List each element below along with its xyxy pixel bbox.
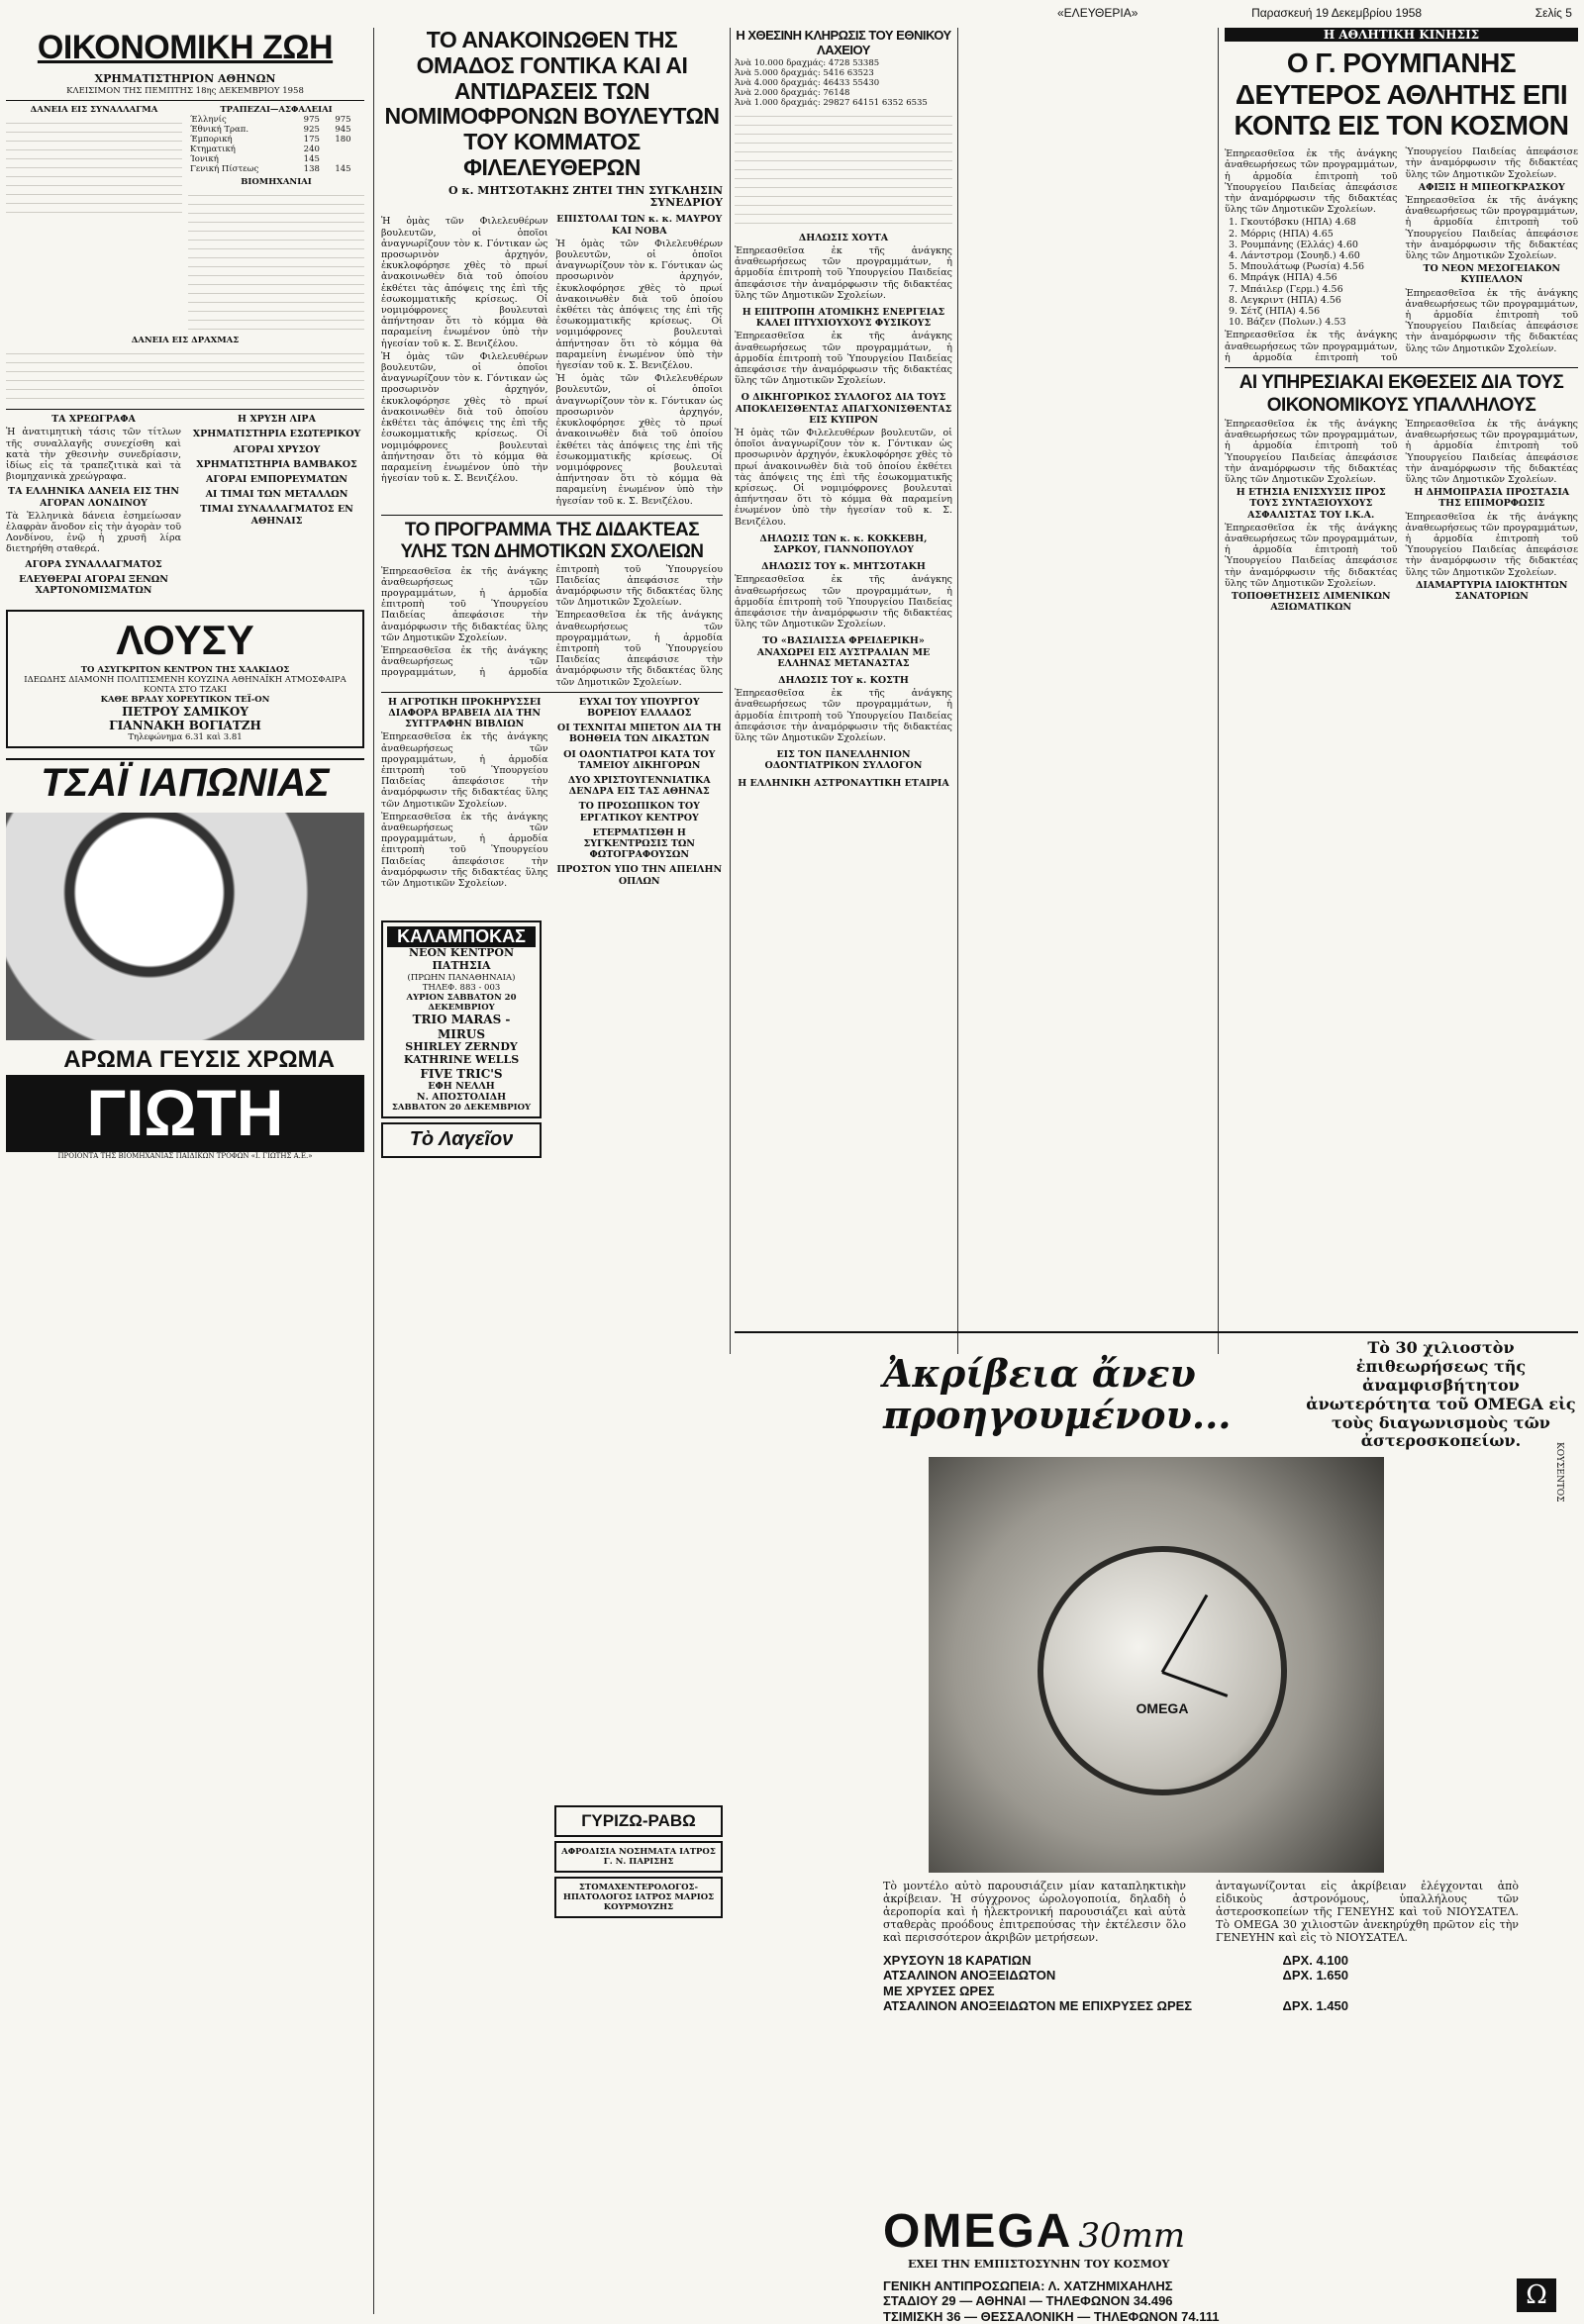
stock-row <box>188 115 364 125</box>
article-body: Ἡ ὁμὰς τῶν Φιλελευθέρων βουλευτῶν, οἱ ὁποῖοι ἀναγνωρίζουν τὸν κ. Γόντικαν ὡς προσωρινὸν ἀρχηγόν, ἐκυκλοφόρησε χθὲς τὸ πρωί ἀνακοινωθὲν διὰ τοῦ ὁποίου ἐκθέτει τὰς ἀπόψεις της ἐπὶ τῆς ἐσωκομματικῆς κρίσεως. Οἱ νομιμόφρονες βουλευταὶ ἀπήντησαν ὅτι τὸ κόμμα θὰ παραμείνη ἑνωμένον ὑπὸ τὴν ἡγεσίαν τοῦ κ. Σ. Βενιζέλου. <box>555 238 723 372</box>
products-heading: ΑΓΟΡΑΙ ΕΜΠΟΡΕΥΜΑΤΩΝ <box>206 474 347 486</box>
stock-cell: 180 <box>335 135 351 145</box>
news-body: Ἐπηρεασθεῖσα ἐκ τῆς ἀνάγκης ἀναθεωρήσεως τῶν προγραμμάτων, ἡ ἁρμοδία ἐπιτροπὴ τοῦ Ὑπουργείου Παιδείας ἀπεφάσισε τὴν ἀναμόρφωσιν τῆς διδακτέας ὕλης τῶν Δημοτικῶν Σχολείων. <box>735 574 952 630</box>
ranking-item: 10. Βάζεν (Πολων.) 4.53 <box>1229 317 1346 329</box>
news-body: Ἐπηρεασθεῖσα ἐκ τῆς ἀνάγκης ἀναθεωρήσεως τῶν προγραμμάτων, ἡ ἁρμοδία ἐπιτροπὴ τοῦ Ὑπουργείου Παιδείας ἀπεφάσισε τὴν ἀναμόρφωσιν τῆς διδακτέας ὕλης τῶν Δημοτικῶν Σχολείων. <box>735 688 952 744</box>
sports-body: Ἐπηρεασθεῖσα ἐκ τῆς ἀνάγκης ἀναθεωρήσεως τῶν προγραμμάτων, ἡ ἁρμοδία ἐπιτροπὴ τοῦ Ὑπουργείου Παιδείας ἀπεφάσισε τὴν ἀναμόρφωσιν τῆς διδακτέας ὕλης τῶν Δημοτικῶν Σχολείων. <box>1405 287 1578 354</box>
dentists-heading: ΕΙΣ ΤΟΝ ΠΑΝΕΛΛΗΝΙΟΝ ΟΔΟΝΤΙΑΤΡΙΚΟΝ ΣΥΛΛΟΓΟΝ <box>764 749 923 772</box>
stock-cell: 975 <box>335 115 351 126</box>
price-list <box>735 1947 1348 2013</box>
free-markets-heading: ΕΛΕΥΘΕΡΑΙ ΑΓΟΡΑΙ ΞΕΝΩΝ ΧΑΡΤΟΝΟΜΙΣΜΑΤΩΝ <box>19 573 168 597</box>
debts-heading: ΤΑ ΧΡΕΩΓΡΑΦΑ <box>51 414 136 426</box>
aboard-heading: ΑΦΙΞΙΣ Η ΜΠΕΟΓΚΡΑΣΚΟΥ <box>1418 181 1565 193</box>
stock-cell: 240 <box>303 145 320 155</box>
section-title: ΟΙΚΟΝΟΜΙΚΗ ΖΩΗ <box>37 29 334 66</box>
politics-column <box>381 28 723 2314</box>
geisha-illustration <box>6 813 364 1040</box>
omega-tagline: Ἀκρίβεια ἄνευ προηγουμένου... <box>883 1351 1232 1437</box>
kal-line: ΕΦΗ ΝΕΛΛΗ <box>428 1080 495 1092</box>
metals-heading: ΑΙ ΤΙΜΑΙ ΤΩΝ ΜΕΤΑΛΛΩΝ <box>205 489 348 501</box>
omega-address: ΣΤΑΔΙΟΥ 29 — ΑΘΗΝΑΙ — ΤΗΛΕΦΩΝΟΝ 34.496 <box>883 2293 1173 2309</box>
civil-body: Ἐπηρεασθεῖσα ἐκ τῆς ἀνάγκης ἀναθεωρήσεως τῶν προγραμμάτων, ἡ ἁρμοδία ἐπιτροπὴ τοῦ Ὑπουργείου Παιδείας ἀπεφάσισε τὴν ἀναμόρφωσιν τῆς διδακτέας ὕλης τῶν Δημοτικῶν Σχολείων. <box>1405 418 1578 485</box>
sanat-heading: ΔΙΑΜΑΡΤΥΡΙΑ ΙΔΙΟΚΤΗΤΩΝ ΣΑΝΑΤΟΡΙΩΝ <box>1416 579 1568 602</box>
drachma-table <box>6 345 364 405</box>
lottery-row: Ἀνὰ 2.000 δραχμάς: 76148 <box>735 87 850 98</box>
article-body: Ἡ ὁμὰς τῶν Φιλελευθέρων βουλευτῶν, οἱ ὁποῖοι ἀναγνωρίζουν τὸν κ. Γόντικαν ὡς προσωρινὸν ἀρχηγόν, ἐκυκλοφόρησε χθὲς τὸ πρωί ἀνακοινωθὲν διὰ τοῦ ὁποίου ἐκθέτει τὰς ἀπόψεις της ἐπὶ τῆς ἐσωκομματικῆς κρίσεως. Οἱ νομιμόφρονες βουλευταὶ ἀπήντησαν ὅτι τὸ κόμμα θὰ παραμείνη ἑνωμένον ὑπὸ τὴν ἡγεσίαν τοῦ κ. Σ. Βενιζέλου. <box>555 373 723 507</box>
program-body: Ἐπηρεασθεῖσα ἐκ τῆς ἀνάγκης ἀναθεωρήσεως τῶν προγραμμάτων, ἡ ἁρμοδία ἐπιτροπὴ τοῦ Ὑπουργείου Παιδείας ἀπεφάσισε τὴν ἀναμόρφωσιν τῆς διδακτέας ὕλης τῶν Δημοτικῶν Σχολείων. <box>381 563 723 679</box>
ranking-item: 4. Λάντστρομ (Σουηδ.) 4.60 <box>1229 250 1360 262</box>
interior-heading: ΧΡΗΜΑΤΙΣΤΗΡΙΑ ΕΣΩΤΕΡΙΚΟΥ <box>192 429 361 440</box>
atomic-heading: Η ΕΠΙΤΡΟΠΗ ΑΤΟΜΙΚΗΣ ΕΝΕΡΓΕΙΑΣ ΚΑΛΕΙ ΠΤΥΧΙΟΥΧΟΥΣ ΦΥΣΙΚΟΥΣ <box>742 306 945 330</box>
tinos-heading: ΤΟΠΟΘΕΤΗΣΕΙΣ ΛΙΜΕΝΙΚΩΝ ΑΞΙΩΜΑΤΙΚΩΝ <box>1231 590 1391 614</box>
lottery-numbers <box>735 108 952 227</box>
fx-market-heading: ΑΓΟΡΑ ΣΥΝΑΛΛΑΓΜΑΤΟΣ <box>25 558 162 570</box>
omega-contact <box>883 2278 1437 2324</box>
industries-table <box>188 187 364 336</box>
price-label: ΧΡΥΣΟΥΝ 18 ΚΑΡΑΤΙΩΝ <box>883 1953 1032 1969</box>
hour-hand <box>1161 1671 1228 1697</box>
omega-body-left: Τὸ μοντέλο αὐτὸ παρουσιάζειν μίαν καταπληκτικὴν ἀκρίβειαν. Ἡ σύγχρονος ὡρολογοποιία, δηλαδὴ ὁ ἀεροπορία καὶ ἡ ἠλεκτρονική παρουσιάζει καὶ αὐτὰ σταθερὰς προόδους ἐπιτρεπούσας τὴν ἐκτέλεσιν ὅλο καὶ περισσότερον ἀκριβῶν μετρήσεων. <box>883 1880 1186 1945</box>
greek-loans-heading: ΤΑ ΕΛΛΗΝΙΚΑ ΔΑΝΕΙΑ ΕΙΣ ΤΗΝ ΑΓΟΡΑΝ ΛΟΝΔΙΝΟΥ <box>8 486 179 509</box>
lottery-row: Ἀνὰ 5.000 δραχμάς: 5416 63523 <box>735 67 874 78</box>
price-row <box>883 1998 1348 2013</box>
lousy-line: ΚΑΘΕ ΒΡΑΔΥ ΧΟΡΕΥΤΙΚΟΝ ΤΕΪ-ΟΝ <box>100 694 270 705</box>
letters-heading: ΕΠΙΣΤΟΛΑΙ ΤΩΝ κ. κ. ΜΑΥΡΟΥ ΚΑΙ ΝΟΒΑ <box>556 214 723 237</box>
drachma-loans: ΔΑΝΕΙΑ ΕΙΣ ΔΡΑΧΜΑΣ <box>131 336 240 346</box>
page-date: Παρασκευή 19 Δεκεμβρίου 1958 <box>1251 6 1423 20</box>
omega-logo: OMEGA <box>883 2205 1073 2258</box>
stock-cell: 145 <box>335 164 351 175</box>
main-headline: ΤΟ ΑΝΑΚΟΙΝΩΘΕΝ ΤΗΣ ΟΜΑΔΟΣ ΓΟΝΤΙΚΑ ΚΑΙ ΑΙ ΑΝΤΙΔΡΑΣΕΙΣ ΤΩΝ ΝΟΜΙΜΟΦΡΟΝΩΝ ΒΟΥΛΕΥΤΩΝ ΤΟΥ ΚΟΜΜΑΤΟΣ ΦΙΛΕΛΕΥΘΕΡΩΝ <box>384 28 720 180</box>
gold-heading: Η ΧΡΥΣΗ ΛΙΡΑ <box>238 414 316 426</box>
finance-column <box>6 28 364 2314</box>
lousy-line: ΤΟ ΑΣΥΓΚΡΙΤΟΝ ΚΕΝΤΡΟΝ ΤΗΣ ΧΑΛΚΙΔΟΣ <box>80 664 290 675</box>
tea-brand: ΓΙΩΤΗ <box>86 1075 284 1149</box>
main-article <box>381 214 723 506</box>
price-label: ΑΤΣΑΛΙΝΟΝ ΑΝΟΞΕΙΔΩΤΟΝ <box>883 1968 1056 1984</box>
omega-address: ΤΣΙΜΙΣΚΗ 36 — ΘΕΣΣΑΛΟΝΙΚΗ — ΤΗΛΕΦΩΝΟΝ 74.111 <box>883 2308 1220 2324</box>
price-label: ΑΤΣΑΛΙΝΟΝ ΑΝΟΞΕΙΔΩΤΟΝ ΜΕ ΕΠΙΧΡΥΣΕΣ ΩΡΕΣ <box>883 1998 1193 2014</box>
stock-row <box>188 125 364 135</box>
ranking-item: 7. Μπάιλερ (Γερμ.) 4.56 <box>1229 283 1343 295</box>
program-article <box>381 564 723 688</box>
kal-line: ΑΥΡΙΟΝ ΣΑΒΒΑΤΟΝ 20 ΔΕΚΕΜΒΡΙΟΥ <box>406 993 517 1014</box>
kal-line: ΝΕΟΝ ΚΕΝΤΡΟΝ ΠΑΤΗΣΙΑ <box>409 946 514 973</box>
ranking-item: 1. Γκουτόβσκυ (ΗΠΑ) 4.68 <box>1229 217 1356 229</box>
program-body: Ἐπηρεασθεῖσα ἐκ τῆς ἀνάγκης ἀναθεωρήσεως τῶν προγραμμάτων, ἡ ἁρμοδία ἐπιτροπὴ τοῦ Ὑπουργείου Παιδείας ἀπεφάσισε τὴν ἀναμόρφωσιν τῆς διδακτέας ὕλης τῶν Δημοτικῶν Σχολείων. <box>555 610 723 688</box>
gyr-title: ΓΥΡΙΖΩ-ΡΑΒΩ <box>581 1811 696 1830</box>
stock-cell: Ίονική <box>190 154 219 165</box>
price-value: ΔΡΧ. 4.100 <box>1282 1953 1348 1969</box>
tea-brand-box <box>6 1075 364 1152</box>
stock-cell: Έθνική Τραπ. <box>190 125 249 136</box>
kokkevi-heading: ΔΗΛΩΣΙΣ ΤΩΝ κ. κ. ΚΟΚΚΕΒΗ, ΣΑΡΚΟΥ, ΓΙΑΝΝΟΠΟΥΛΟΥ <box>759 533 928 556</box>
news-body: Ἐπηρεασθεῖσα ἐκ τῆς ἀνάγκης ἀναθεωρήσεως τῶν προγραμμάτων, ἡ ἁρμοδία ἐπιτροπὴ τοῦ Ὑπουργείου Παιδείας ἀπεφάσισε τὴν ἀναμόρφωσιν τῆς διδακτέας ὕλης τῶν Δημοτικῶν Σχολείων. <box>735 331 952 387</box>
lousy-ad <box>6 610 364 748</box>
ranking-item: 9. Σέτζ (ΗΠΑ) 4.56 <box>1229 306 1321 318</box>
stock-cell: 175 <box>303 135 320 145</box>
cotton-heading: ΧΡΗΜΑΤΙΣΤΗΡΙΑ ΒΑΜΒΑΚΟΣ <box>196 458 357 470</box>
loans-label: ΔΑΝΕΙΑ ΕΙΣ ΣΥΝΑΛΛΑΓΜΑ <box>30 105 158 116</box>
tech-heading: ΟΙ ΤΕΧΝΙΤΑΙ ΜΠΕΤΟΝ ΔΙΑ ΤΗ ΒΟΗΘΕΙΑ ΤΩΝ ΔΙΚΑΣΤΩΝ <box>556 723 722 745</box>
ranking-item: 3. Ρουμπάνης (Ελλάς) 4.60 <box>1229 239 1358 250</box>
ranking-item: 5. Μπουλάτωφ (Ρωσία) 4.56 <box>1229 261 1365 273</box>
ranking-item: 8. Λεγκριντ (ΗΠΑ) 4.56 <box>1229 294 1341 306</box>
price-label: ΜΕ ΧΡΥΣΕΣ ΩΡΕΣ <box>883 1983 995 1998</box>
watch-dial <box>1038 1546 1287 1795</box>
loans-table <box>6 115 182 214</box>
kalampokas-ad <box>381 920 542 1118</box>
program-body: Ἐπηρεασθεῖσα ἐκ τῆς ἀνάγκης ἀναθεωρήσεως τῶν προγραμμάτων, ἡ ἁρμοδία ἐπιτροπὴ τοῦ Ὑπουργείου Παιδείας ἀπεφάσισε τὴν ἀναμόρφωσιν τῆς διδακτέας ὕλης τῶν Δημοτικῶν Σχολείων. <box>381 565 548 643</box>
omega-agent: ΓΕΝΙΚΗ ΑΝΤΙΠΡΟΣΩΠΕΙΑ: Λ. ΧΑΤΖΗΜΙΧΑΗΛΗΣ <box>883 2278 1173 2293</box>
astro-heading: Η ΕΛΛΗΝΙΚΗ ΑΣΤΡΟΝΑΥΤΙΚΗ ΕΤΑΙΡΙΑ <box>738 777 949 789</box>
mitsotakis-heading: ΔΗΛΩΣΙΣ ΤΟΥ κ. ΜΗΤΣΟΤΑΚΗ <box>761 561 926 573</box>
lottery-heading: Η ΧΘΕΣΙΝΗ ΚΛΗΡΩΣΙΣ ΤΟΥ ΕΘΝΙΚΟΥ ΛΑΧΕΙΟΥ <box>736 28 951 58</box>
program-body: Ἐπηρεασθεῖσα ἐκ τῆς ἀνάγκης ἀναθεωρήσεως τῶν προγραμμάτων, ἡ ἁρμοδία ἐπιτροπὴ τοῦ Ὑπουργείου Παιδείας ἀπεφάσισε τὴν ἀναμόρφωσιν τῆς διδακτέας ὕλης τῶν Δημοτικῶν Σχολείων. <box>381 811 548 890</box>
stock-row <box>188 145 364 154</box>
stock-cell: 945 <box>335 125 351 136</box>
omega-side-mark: ΚΟΥΣΕΝΤΟΣ <box>1554 1442 1564 1502</box>
watch-illustration <box>929 1457 1384 1873</box>
stock-cell <box>333 145 364 154</box>
pole-vault-ranking <box>1225 217 1398 328</box>
program-headline: ΤΟ ΠΡΟΓΡΑΜΜΑ ΤΗΣ ΔΙΔΑΚΤΕΑΣ ΥΛΗΣ ΤΩΝ ΔΗΜΟΤΙΚΩΝ ΣΧΟΛΕΙΩΝ <box>400 519 704 563</box>
omega-ad <box>735 1331 1578 2324</box>
workers-heading: ΤΟ ΠΡΟΣΩΠΙΚΟΝ ΤΟΥ ΕΡΓΑΤΙΚΟΥ ΚΕΝΤΡΟΥ <box>578 801 700 823</box>
omega-logo-tag: ΕΧΕΙ ΤΗΝ ΕΜΠΙΣΤΟΣΥΝΗΝ ΤΟΥ ΚΟΣΜΟΥ <box>908 2258 1170 2271</box>
photo-heading: ΕΤΕΡΜΑΤΙΣΘΗ Η ΣΥΓΚΕΝΤΡΩΣΙΣ ΤΩΝ ΦΩΤΟΓΡΑΦΟΥΣΩΝ <box>583 826 695 861</box>
lagos-title: Τὸ Λαγεῖον <box>409 1128 514 1151</box>
stock-row <box>188 164 364 174</box>
lousy-line: ΙΔΕΩΔΗΣ ΔΙΑΜΟΝΗ ΠΟΛΙΤΙΣΜΕΝΗ ΚΟΥΖΙΝΑ ΑΘΗΝΑΪΚΗ ΑΤΜΟΣΦΑΙΡΑ ΚΟΝΤΑ ΣΤΟ ΤΖΑΚΙ <box>24 674 346 695</box>
stock-cell: 145 <box>303 154 320 165</box>
omega-logo-block <box>883 2204 1185 2261</box>
stock-cell <box>333 154 364 164</box>
stock-cell: Γενική Πίστεως <box>190 164 259 175</box>
stock-cell: Έλληνίς <box>190 115 227 126</box>
australia-heading: ΤΟ «ΒΑΣΙΛΙΣΣΑ ΦΡΕΙΔΕΡΙΚΗ» ΑΝΑΧΩΡΕΙ ΕΙΣ ΑΥΣΤΡΑΛΙΑΝ ΜΕ ΕΛΛΗΝΑΣ ΜΕΤΑΝΑΣΤΑΣ <box>756 635 931 669</box>
price-row <box>883 1968 1348 1983</box>
column-rule <box>957 28 958 1354</box>
tea-tagline: ΑΡΩΜΑ ΓΕΥΣΙΣ ΧΡΩΜΑ <box>63 1046 335 1074</box>
banks-table <box>188 115 364 174</box>
kal-line: (ΠΡΩΗΝ ΠΑΝΑΘΗΝΑΙΑ) <box>407 973 516 984</box>
gold-markets-heading: ΑΓΟΡΑΙ ΧΡΥΣΟΥ <box>233 443 321 455</box>
grant-heading: Η ΑΓΡΟΤΙΚΗ ΠΡΟΚΗΡΥΣΣΕΙ ΔΙΑΦΟΡΑ ΒΡΑΒΕΙΑ ΔΙΑ ΤΗΝ ΣΥΓΓΡΑΦΗΝ ΒΙΒΛΙΩΝ <box>387 696 542 730</box>
lousy-line: ΠΕΤΡΟΥ ΣΑΜΙΚΟΥ <box>122 704 248 719</box>
page-header <box>1057 6 1572 20</box>
paper-name: «ΕΛΕΥΘΕΡΙΑ» <box>1057 6 1138 20</box>
civil-body: Ἐπηρεασθεῖσα ἐκ τῆς ἀνάγκης ἀναθεωρήσεως τῶν προγραμμάτων, ἡ ἁρμοδία ἐπιτροπὴ τοῦ Ὑπουργείου Παιδείας ἀπεφάσισε τὴν ἀναμόρφωσιν τῆς διδακτέας ὕλης τῶν Δημοτικῶν Σχολείων. <box>1405 511 1578 578</box>
dial-brand: OMEGA <box>1136 1700 1189 1717</box>
banks-label: ΤΡΑΠΕΖΑΙ—ΑΣΦΑΛΕΙΑΙ <box>220 105 333 116</box>
ranking-item: 6. Μπράγκ (ΗΠΑ) 4.56 <box>1229 272 1337 284</box>
kal-line: SHIRLEY ZERNDY <box>405 1039 518 1053</box>
lagos-ad <box>381 1122 542 1158</box>
kal-line: ΣΑΒΒΑΤΟΝ 20 ΔΕΚΕΜΒΡΙΟΥ <box>391 1103 532 1114</box>
paper-heading: ΠΡΟΣΤΟΝ ΥΠΟ ΤΗΝ ΑΠΕΙΛΗΝ ΟΠΛΩΝ <box>556 864 723 887</box>
sports-column <box>1225 28 1578 1344</box>
price-value: ΔΡΧ. 1.650 <box>1282 1968 1348 1984</box>
cyprus-heading: Ο ΔΙΚΗΓΟΡΙΚΟΣ ΣΥΛΛΟΓΟΣ ΔΙΑ ΤΟΥΣ ΑΠΟΚΛΕΙΣΘΕΝΤΑΣ ΑΠΑΓΧΟΝΙΣΘΕΝΤΑΣ ΕΙΣ ΚΥΠΡΟΝ <box>735 392 952 426</box>
column-rule <box>730 28 731 1354</box>
news-body: Ἐπηρεασθεῖσα ἐκ τῆς ἀνάγκης ἀναθεωρήσεως τῶν προγραμμάτων, ἡ ἁρμοδία ἐπιτροπὴ τοῦ Ὑπουργείου Παιδείας ἀπεφάσισε τὴν ἀναμόρφωσιν τῆς διδακτέας ὕλης τῶν Δημοτικῶν Σχολείων. <box>735 244 952 301</box>
stock-row <box>188 154 364 164</box>
news-column <box>735 28 952 1344</box>
kal-title: ΚΑΛΑΜΠΟΚΑΣ <box>387 926 536 947</box>
small-ads <box>554 1801 723 1922</box>
derm-ad: ΑΦΡΟΔΙΣΙΑ ΝΟΣΗΜΑΤΑ ΙΑΤΡΟΣ Γ. Ν. ΠΑΡΙΣΗΣ <box>554 1841 723 1873</box>
sports-body: Ἐπηρεασθεῖσα ἐκ τῆς ἀνάγκης ἀναθεωρήσεως τῶν προγραμμάτων, ἡ ἁρμοδία ἐπιτροπὴ τοῦ Ὑπουργείου Παιδείας ἀπεφάσισε τὴν ἀναμόρφωσιν τῆς διδακτέας ὕλης τῶν Δημοτικῶν Σχολείων. <box>1225 148 1398 216</box>
article-body: Ἡ ὁμὰς τῶν Φιλελευθέρων βουλευτῶν, οἱ ὁποῖοι ἀναγνωρίζουν τὸν κ. Γόντικαν ὡς προσωρινὸν ἀρχηγόν, ἐκυκλοφόρησε χθὲς τὸ πρωί ἀνακοινωθὲν διὰ τοῦ ὁποίου ἐκθέτει τὰς ἀπόψεις της ἐπὶ τῆς ἐσωκομματικῆς κρίσεως. Οἱ νομιμόφρονες βουλευταὶ ἀπήντησαν ὅτι τὸ κόμμα θὰ παραμείνη ἑνωμένον ὑπὸ τὴν ἡγεσίαν τοῦ κ. Σ. Βενιζέλου. <box>381 350 548 485</box>
lottery-row: Ἀνὰ 1.000 δραχμάς: 29827 64151 6352 6535 <box>735 97 928 108</box>
stoma-ad: ΣΤΟΜΑΧΕΝΤΕΡΟΛΟΓΟΣ-ΗΠΑΤΟΛΟΓΟΣ ΙΑΤΡΟΣ ΜΑΡΙΟΣ ΚΟΥΡΜΟΥΖΗΣ <box>554 1877 723 1918</box>
fx-rates-heading: ΤΙΜΑΙ ΣΥΝΑΛΛΑΓΜΑΤΟΣ ΕΝ ΑΘΗΝΑΙΣ <box>200 504 353 527</box>
kal-line: KATHRINE WELLS <box>403 1052 520 1066</box>
lousy-line: ΓΙΑΝΝΑΚΗ ΒΟΓΙΑΤΖΗ <box>109 719 261 733</box>
omega-badge: Τὸ 30 χιλιοστὸν ἐπιθεωρήσεως τῆς ἀναμφισβήτητον ἀνωτερότητα τοῦ OMEGA εἰς τοὺς διαγωνισμοὺς τῶν ἀστεροσκοπείων. <box>1306 1338 1576 1451</box>
omega-model: 30mm <box>1078 2216 1186 2256</box>
lottery-row: Ἀνὰ 4.000 δραχμάς: 46433 55430 <box>735 77 880 88</box>
kal-line: TRIO MARAS - MIRUS <box>412 1013 511 1041</box>
dent-fund-heading: ΟΙ ΟΔΟΝΤΙΑΤΡΟΙ ΚΑΤΑ ΤΟΥ ΤΑΜΕΙΟΥ ΔΙΚΗΓΟΡΩΝ <box>563 748 716 771</box>
kal-line: FIVE TRIC'S <box>420 1066 503 1081</box>
price-row <box>883 1953 1348 1968</box>
kal-line: Ν. ΑΠΟΣΤΟΛΙΔΗ <box>416 1092 507 1104</box>
trees-heading: ΔΥΟ ΧΡΙΣΤΟΥΓΕΝΝΙΑΤΙΚΑ ΔΕΝΔΡΑ ΕΙΣ ΤΑΣ ΑΘΗΝΑΣ <box>567 774 711 798</box>
lottery-list <box>735 58 952 108</box>
kal-line: ΤΗΛΕΦ. 883 - 003 <box>422 983 501 994</box>
cup-heading: ΤΟ ΝΕΟΝ ΜΕΣΟΓΕΙΑΚΟΝ ΚΥΠΕΛΛΟΝ <box>1423 263 1561 286</box>
price-row <box>883 1984 1348 1998</box>
program-body: Ἐπηρεασθεῖσα ἐκ τῆς ἀνάγκης ἀναθεωρήσεως τῶν προγραμμάτων, ἡ ἁρμοδία ἐπιτροπὴ τοῦ Ὑπουργείου Παιδείας ἀπεφάσισε τὴν ἀναμόρφωσιν τῆς διδακτέας ὕλης τῶν Δημοτικῶν Σχολείων. <box>381 731 548 810</box>
minister-heading: ΕΥΧΑΙ ΤΟΥ ΥΠΟΥΡΓΟΥ ΒΟΡΕΙΟΥ ΕΛΛΑΔΟΣ <box>578 696 700 719</box>
stock-row <box>188 135 364 145</box>
article-body: Ἡ ὁμὰς τῶν Φιλελευθέρων βουλευτῶν, οἱ ὁποῖοι ἀναγνωρίζουν τὸν κ. Γόντικαν ὡς προσωρινὸν ἀρχηγόν, ἐκυκλοφόρησε χθὲς τὸ πρωί ἀνακοινωθὲν διὰ τοῦ ὁποίου ἐκθέτει τὰς ἀπόψεις της ἐπὶ τῆς ἐσωκομματικῆς κρίσεως. Οἱ νομιμόφρονες βουλευταὶ ἀπήντησαν ὅτι τὸ κόμμα θὰ παραμείνη ἑνωμένον ὑπὸ τὴν ἡγεσίαν τοῦ κ. Σ. Βενιζέλου. <box>381 216 548 349</box>
tea-ad <box>6 758 364 1160</box>
stock-cell: 138 <box>303 164 320 175</box>
civil-body: Ἐπηρεασθεῖσα ἐκ τῆς ἀνάγκης ἀναθεωρήσεως τῶν προγραμμάτων, ἡ ἁρμοδία ἐπιτροπὴ τοῦ Ὑπουργείου Παιδείας ἀπεφάσισε τὴν ἀναμόρφωσιν τῆς διδακτέας ὕλης τῶν Δημοτικῶν Σχολείων. <box>1225 418 1398 485</box>
closing-date: ΚΛΕΙΣΙΜΟΝ ΤΗΣ ΠΕΜΠΤΗΣ 18ης ΔΕΚΕΜΒΡΙΟΥ 1958 <box>66 86 304 97</box>
stock-cell: Κτηματική <box>190 145 236 155</box>
stock-cell: 925 <box>303 125 320 136</box>
tea-title: ΤΣΑΪ ΙΑΠΩΝΙΑΣ <box>41 761 330 806</box>
sports-section: Η ΑΘΛΗΤΙΚΗ ΚΙΝΗΣΙΣ <box>1225 28 1578 42</box>
news-body: Ἡ ὁμὰς τῶν Φιλελευθέρων βουλευτῶν, οἱ ὁποῖοι ἀναγνωρίζουν τὸν κ. Γόντικαν ὡς προσωρινὸν ἀρχηγόν, ἐκυκλοφόρησε χθὲς τὸ πρωί ἀνακοινωθὲν διὰ τοῦ ὁποίου ἐκθέτει τὰς ἀπόψεις της ἐπὶ τῆς ἐσωκομματικῆς κρίσεως. Οἱ νομιμόφρονες βουλευταὶ ἀπήντησαν ὅτι τὸ κόμμα θὰ παραμείνη ἑνωμένον ὑπὸ τὴν ἡγεσίαν τοῦ κ. Σ. Βενιζέλου. <box>735 427 952 528</box>
sports-headline: Ο Γ. ΡΟΥΜΠΑΝΗΣ ΔΕΥΤΕΡΟΣ ΑΘΛΗΤΗΣ ΕΠΙ ΚΟΝΤΩ ΕΙΣ ΤΟΝ ΚΟΣΜΟΝ <box>1234 48 1569 141</box>
exchange-title: ΧΡΗΜΑΤΙΣΤΗΡΙΟΝ ΑΘΗΝΩΝ <box>94 72 276 86</box>
main-subhead: Ο κ. ΜΗΤΣΟΤΑΚΗΣ ΖΗΤΕΙ ΤΗΝ ΣΥΓΚΛΗΣΙΝ ΣΥΝΕΔΡΙΟΥ <box>447 183 723 210</box>
price-value: ΔΡΧ. 1.450 <box>1282 1998 1348 2014</box>
tea-footer: ΠΡΟΪΟΝΤΑ ΤΗΣ ΒΙΟΜΗΧΑΝΙΑΣ ΠΑΙΔΙΚΩΝ ΤΡΟΦΩΝ «Ι. ΓΙΩΤΗΣ Α.Ε.» <box>57 1151 313 1160</box>
column-rule <box>1218 28 1219 1354</box>
sports-body: Ἐπηρεασθεῖσα ἐκ τῆς ἀνάγκης ἀναθεωρήσεως τῶν προγραμμάτων, ἡ ἁρμοδία ἐπιτροπὴ τοῦ Ὑπουργείου Παιδείας ἀπεφάσισε τὴν ἀναμόρφωσιν τῆς διδακτέας ὕλης τῶν Δημοτικῶν Σχολείων. <box>1405 195 1578 262</box>
kosti-heading: ΔΗΛΩΣΙΣ ΤΟΥ κ. ΚΟΣΤΗ <box>778 675 909 687</box>
stock-cell: Έμπορική <box>190 135 233 145</box>
ranking-item: 2. Μόρρις (ΗΠΑ) 4.65 <box>1229 228 1334 240</box>
minute-hand <box>1161 1595 1209 1673</box>
greek-loans-body: Τὰ Ἑλληνικὰ δάνεια ἐσημείωσαν ἐλαφρὰν ἄνοδον εἰς τὴν ἀγορὰν τοῦ Λονδίνου, ἐνῷ ἡ χρυσῆ λίρα διετηρήθη σταθερά. <box>6 510 181 555</box>
choutas-heading: ΔΗΛΩΣΙΣ ΧΟΥΤΑ <box>798 232 889 243</box>
doctors-heading: Η ΔΗΜΟΠΡΑΣΙΑ ΠΡΟΣΤΑΣΙΑ ΤΗΣ ΕΠΙΜΟΡΦΩΣΙΣ <box>1414 487 1570 510</box>
debts-body: Ἡ ἀνατιμητικὴ τάσις τῶν τίτλων τῆς συναλλαγῆς συνεχίσθη καὶ κατὰ τὴν χθεσινὴν συνεδρίασιν, ἰδίως εἰς τὰ τραπεζιτικὰ καὶ τὰ βιομηχανικὰ χρεώγραφα. <box>6 427 181 483</box>
civil-headline: ΑΙ ΥΠΗΡΕΣΙΑΚΑΙ ΕΚΘΕΣΕΙΣ ΔΙΑ ΤΟΥΣ ΟΙΚΟΝΟΜΙΚΟΥΣ ΥΠΑΛΛΗΛΟΥΣ <box>1238 372 1564 416</box>
gyrizo-ad <box>554 1805 723 1837</box>
pension-heading: Η ΕΤΗΣΙΑ ΕΝΙΣΧΥΣΙΣ ΠΡΟΣ ΤΟΥΣ ΣΥΝΤΑΞΙΟΥΧΟΥΣ ΑΣΦΑΛΙΣΤΑΣ ΤΟΥ Ι.Κ.Α. <box>1236 487 1386 521</box>
sports-body: Ἐπηρεασθεῖσα ἐκ τῆς ἀνάγκης ἀναθεωρήσεως τῶν προγραμμάτων, ἡ ἁρμοδία ἐπιτροπὴ τοῦ Ὑπουργείου Παιδείας ἀπεφάσισε τὴν ἀναμόρφωσιν τῆς διδακτέας ὕλης τῶν Δημοτικῶν Σχολείων. <box>1225 146 1578 363</box>
stock-cell: 975 <box>303 115 320 126</box>
omega-body-right: ἀνταγωνίζονται εἰς ἀκρίβειαν ἐλέγχονται ἀπὸ εἰδικοὺς ἀστρονόμους, ὑπαλλήλους τῶν ἀστεροσκοπείων τῆς ΓΕΝΕΥΗΣ καὶ τοῦ ΝΙΟΥΣΑΤΕΛ. Τὸ OMEGA 30 χιλιοστῶν ἀνεκηρύχθη πρῶτον εἰς τὴν ΓΕΝΕΥΗΝ καὶ εἰς τὸ ΝΙΟΥΣΑΤΕΛ. <box>1216 1880 1519 1945</box>
civil-body: Ἐπηρεασθεῖσα ἐκ τῆς ἀνάγκης ἀναθεωρήσεως τῶν προγραμμάτων, ἡ ἁρμοδία ἐπιτροπὴ τοῦ Ὑπουργείου Παιδείας ἀπεφάσισε τὴν ἀναμόρφωσιν τῆς διδακτέας ὕλης τῶν Δημοτικῶν Σχολείων. <box>1225 522 1398 589</box>
sports-article <box>1225 146 1578 363</box>
page-number: Σελίς 5 <box>1534 6 1572 20</box>
lottery-row: Ἀνὰ 10.000 δραχμάς: 4728 53385 <box>735 57 880 68</box>
lousy-phone: Τηλεφώνημα 6.31 καὶ 3.81 <box>128 732 243 743</box>
lousy-title: ΛΟΥΣΥ <box>116 617 254 664</box>
industries-label: ΒΙΟΜΗΧΑΝΙΑΙ <box>241 177 312 188</box>
omega-symbol-icon: Ω <box>1517 2278 1556 2312</box>
column-rule <box>373 28 374 2314</box>
